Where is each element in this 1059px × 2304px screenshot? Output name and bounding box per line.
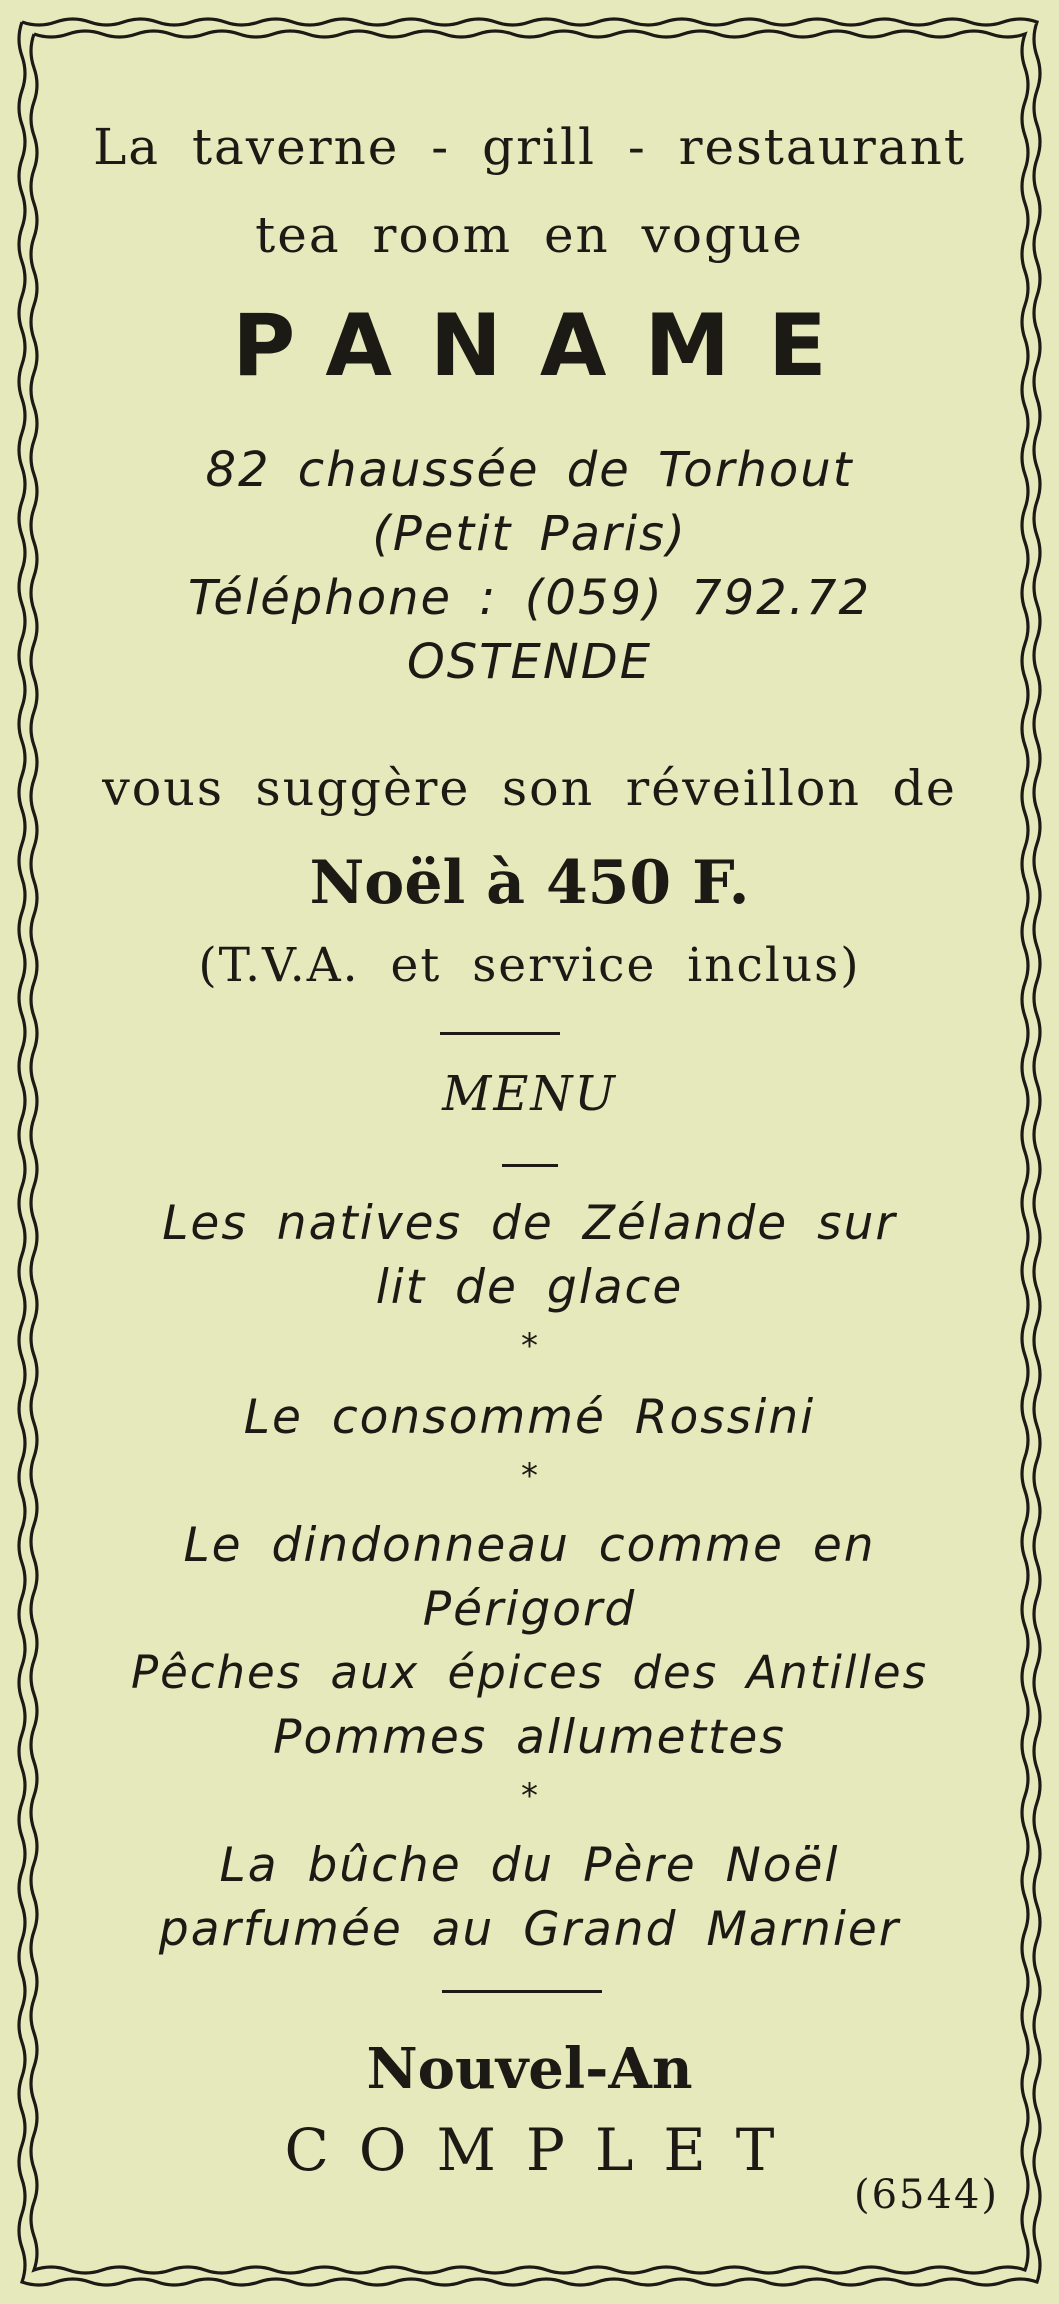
- menu-separator: *: [521, 1456, 538, 1496]
- city-name: OSTENDE: [406, 634, 653, 690]
- course-1-line-1: Les natives de Zélande sur: [162, 1196, 897, 1251]
- divider-menu: [502, 1164, 558, 1167]
- offer-title: Noël à 450 F.: [309, 848, 750, 918]
- course-2-line-1: Le consommé Rossini: [243, 1390, 816, 1445]
- course-4-line-2: parfumée au Grand Marnier: [158, 1902, 901, 1957]
- divider-bottom: [442, 1990, 602, 1993]
- menu-separator: *: [521, 1326, 538, 1366]
- address-district: (Petit Paris): [372, 506, 687, 562]
- menu-separator: *: [521, 1776, 538, 1816]
- course-3-line-1: Le dindonneau comme en: [183, 1518, 876, 1573]
- course-3-line-3: Pêches aux épices des Antilles: [130, 1646, 929, 1699]
- course-4-line-1: La bûche du Père Noël: [219, 1838, 840, 1893]
- new-year-status: COMPLET: [284, 2116, 805, 2184]
- course-3-line-2: Périgord: [422, 1582, 637, 1637]
- divider-short: [440, 1032, 560, 1035]
- intro-line-1: La taverne - grill - restaurant: [93, 118, 966, 176]
- course-3-line-4: Pommes allumettes: [273, 1710, 786, 1765]
- new-year-title: Nouvel-An: [366, 2036, 693, 2102]
- menu-heading: MENU: [442, 1066, 617, 1122]
- course-1-line-2: lit de glace: [375, 1260, 684, 1315]
- phone-number: Téléphone : (059) 792.72: [188, 570, 871, 626]
- address-street: 82 chaussée de Torhout: [205, 442, 854, 498]
- brand-name: PANAME: [232, 296, 865, 396]
- intro-line-2: tea room en vogue: [255, 206, 804, 264]
- ad-reference: (6544): [853, 2172, 999, 2218]
- offer-note: (T.V.A. et service inclus): [198, 938, 861, 993]
- offer-intro: vous suggère son réveillon de: [102, 760, 957, 817]
